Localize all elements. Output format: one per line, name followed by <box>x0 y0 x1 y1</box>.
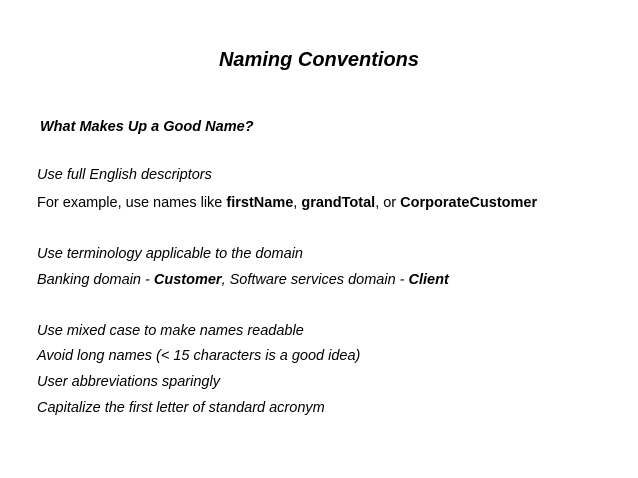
guideline-long-names: Avoid long names (< 15 characters is a good idea) <box>37 348 361 364</box>
example-name-corporatecustomer: CorporateCustomer <box>400 195 538 211</box>
guideline-abbreviations: User abbreviations sparingly <box>37 374 220 390</box>
banking-term: Customer <box>153 272 222 288</box>
banking-prefix: Banking domain - <box>37 272 154 288</box>
slide-subtitle: What Makes Up a Good Name? <box>40 119 254 135</box>
domain-heading: Use terminology applicable to the domain <box>37 246 303 262</box>
descriptor-example <box>37 193 537 213</box>
example-prefix: For example, use names like <box>37 195 227 211</box>
software-prefix: , Software services domain - <box>221 272 409 288</box>
software-term: Client <box>408 272 449 288</box>
slide-title: Naming Conventions <box>218 49 419 71</box>
guideline-mixed-case: Use mixed case to make names readable <box>37 323 304 339</box>
example-name-firstname: firstName <box>226 195 294 211</box>
example-name-grandtotal: grandTotal <box>301 195 376 211</box>
descriptor-heading: Use full English descriptors <box>37 167 212 183</box>
domain-example <box>37 270 449 290</box>
example-separator: , <box>293 195 302 211</box>
guideline-acronyms: Capitalize the first letter of standard acronym <box>37 400 325 416</box>
example-separator: , or <box>375 195 401 211</box>
